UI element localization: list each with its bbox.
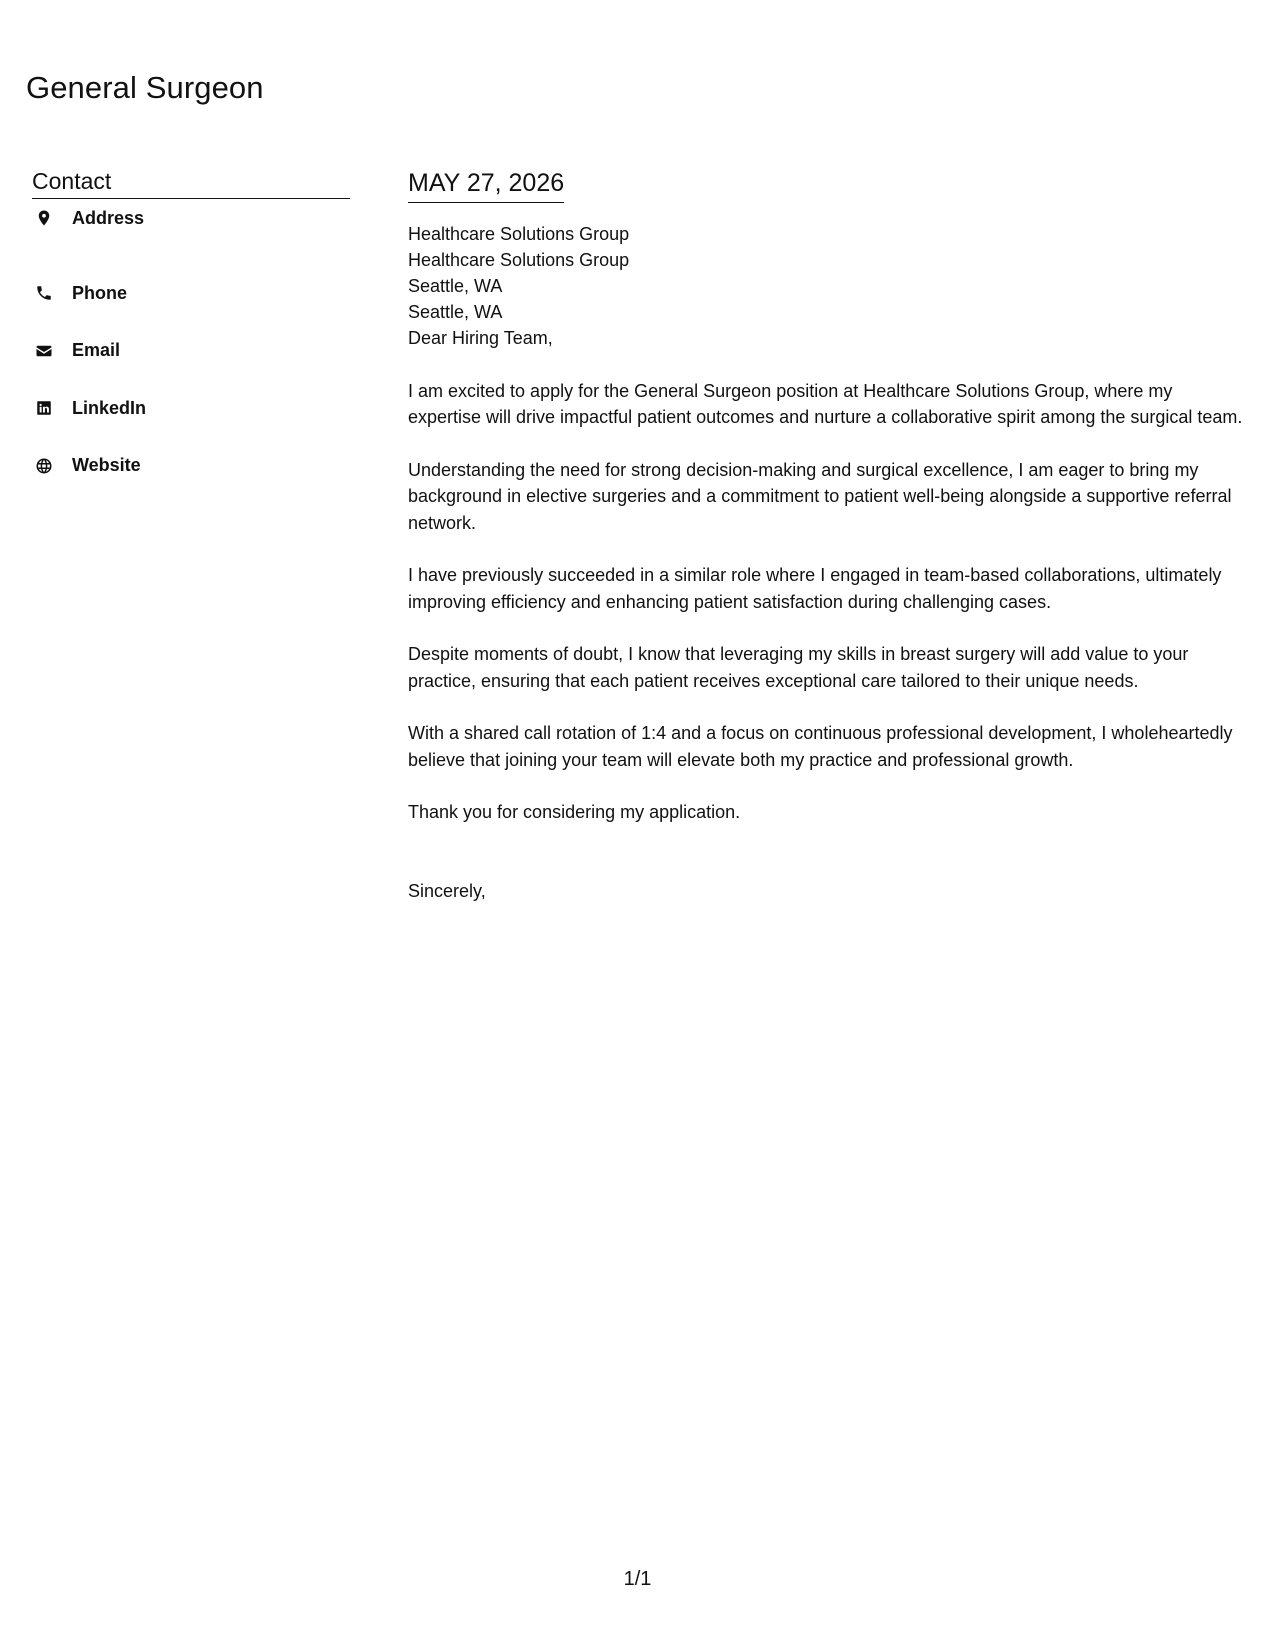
thank-you-line: Thank you for considering my application.: [408, 802, 741, 822]
recipient-line: Healthcare Solutions Group: [408, 224, 630, 244]
globe-icon: [34, 456, 54, 476]
contact-item-phone[interactable]: [32, 265, 350, 323]
contact-list: [32, 207, 350, 495]
salutation: Dear Hiring Team,: [408, 328, 553, 348]
contact-item-email[interactable]: [32, 322, 350, 380]
letter-date: MAY 27, 2026: [408, 166, 564, 203]
body-paragraph: Despite moments of doubt, I know that leveraging my skills in breast surgery will add value to your practice, ensuring that each patient receives exceptional care tailored to their unique needs.: [408, 644, 1189, 691]
recipient-block: [408, 221, 1248, 325]
contact-label-address: Address: [72, 207, 145, 228]
contact-item-website[interactable]: [32, 437, 350, 495]
closing: Sincerely,: [408, 880, 486, 901]
recipient-line: Healthcare Solutions Group: [408, 250, 630, 270]
contact-label-linkedin: LinkedIn: [72, 397, 147, 418]
recipient-line: Seattle, WA: [408, 302, 503, 322]
body-paragraph: I am excited to apply for the General Surgeon position at Healthcare Solutions Group, where my expertise will drive impactful patient outcomes and nurture a collaborative spirit among the surgical team.: [408, 380, 1243, 427]
map-pin-icon: [34, 208, 54, 228]
contact-label-phone: Phone: [72, 282, 128, 303]
body-paragraph: Understanding the need for strong decision-making and surgical excellence, I am eager to bring my background in elective surgeries and a commitment to patient well-being alongside a supportive referral network.: [408, 459, 1232, 533]
phone-icon: [34, 283, 54, 303]
page-title: General Surgeon: [26, 70, 264, 105]
page-number: 1/1: [623, 1568, 652, 1590]
linkedin-icon: [34, 398, 54, 418]
contact-label-website: Website: [72, 455, 141, 476]
body-paragraph: With a shared call rotation of 1:4 and a focus on continuous professional development, I wholeheartedly believe that joining your team will elevate both my practice and professional growth.: [408, 723, 1233, 770]
envelope-icon: [34, 341, 54, 361]
contact-item-linkedin[interactable]: [32, 380, 350, 438]
body-paragraph: I have previously succeeded in a similar role where I engaged in team-based collaborations, ultimately improving efficiency and enhancing patient satisfaction during challenging cases.: [408, 565, 1222, 612]
contact-sidebar: [32, 166, 350, 495]
contact-item-address[interactable]: [32, 207, 350, 229]
contact-heading: Contact: [32, 166, 350, 199]
recipient-line: Seattle, WA: [408, 276, 503, 296]
contact-label-email: Email: [72, 340, 121, 361]
cover-letter: [408, 166, 1248, 904]
